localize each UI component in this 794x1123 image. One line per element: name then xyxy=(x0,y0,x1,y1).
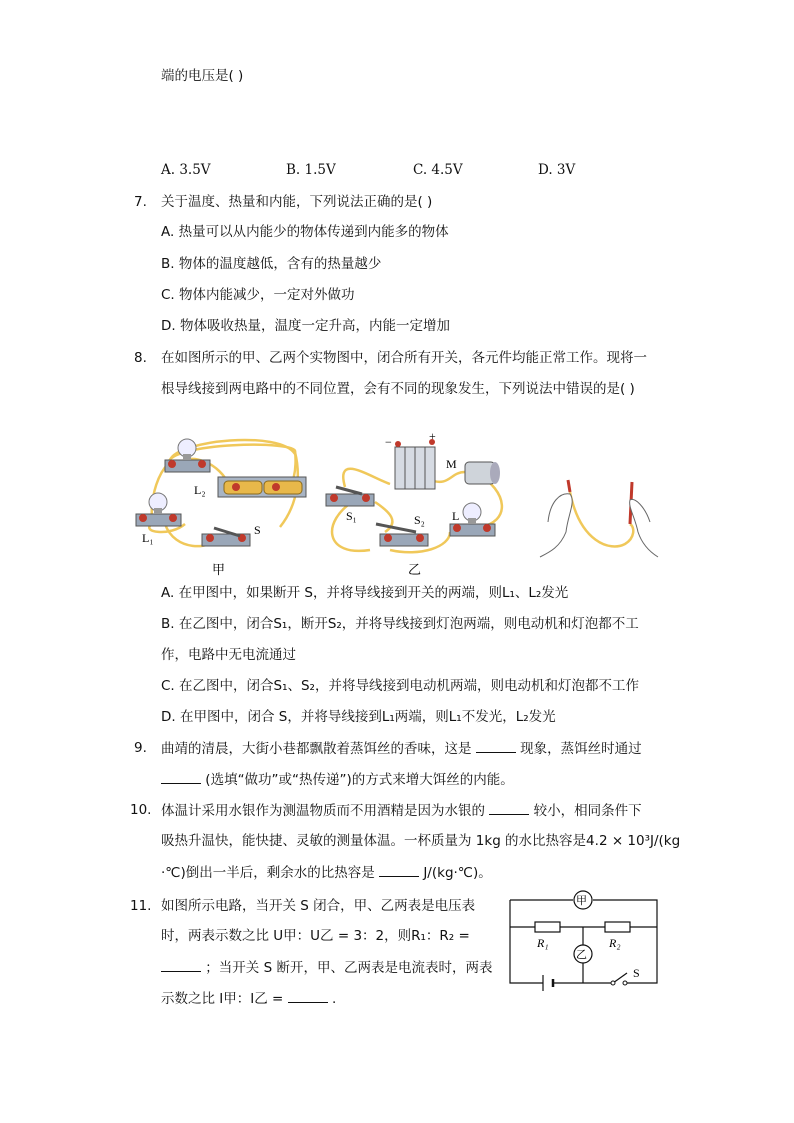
battery-pack xyxy=(218,477,306,497)
label-s1: S₁ xyxy=(346,509,357,523)
label-l2: L₂ xyxy=(194,483,206,497)
q11-line4 xyxy=(161,988,336,1009)
label-meter-jia: 甲 xyxy=(576,894,587,907)
q11-line4-a: 示数之比 I甲：I乙 = xyxy=(161,991,284,1007)
q11-blank2[interactable] xyxy=(288,988,328,1003)
q11-line3-b: ；当开关 S 断开，甲、乙两表是电流表时，两表 xyxy=(205,960,493,976)
switch-s2 xyxy=(376,524,428,546)
q8-option-b-cont: 作，电路中无电流通过 xyxy=(161,647,296,663)
q9-line2-b: (选填“做功”或“热传递”)的方式来增大饵丝的内能。 xyxy=(205,772,514,788)
q9-line1 xyxy=(161,738,642,759)
q8-option-d: D. 在甲图中，闭合 S，并将导线接到L₁两端，则L₁不发光，L₂发光 xyxy=(161,709,556,725)
label-yi: 乙 xyxy=(408,563,422,578)
q11-circuit-diagram xyxy=(505,885,665,995)
q8-number: 8. xyxy=(134,350,147,366)
q6-option-a: A. 3.5V xyxy=(161,162,211,178)
q10-line3-a: ·℃)倒出一半后，剩余水的比热容是 xyxy=(161,865,375,881)
q7-option-c: C. 物体内能减少，一定对外做功 xyxy=(161,287,355,303)
q8-option-a: A. 在甲图中，如果断开 S，并将导线接到开关的两端，则L₁、L₂发光 xyxy=(161,585,569,601)
q8-circuit-figures xyxy=(130,432,670,580)
hands-holding-wire-illustration xyxy=(540,480,658,557)
q9-line1-a: 曲靖的清晨，大街小巷都飘散着蒸饵丝的香味，这是 xyxy=(161,741,472,757)
q9-blank2[interactable] xyxy=(161,769,201,784)
q7-option-a: A. 热量可以从内能少的物体传递到内能多的物体 xyxy=(161,224,449,240)
q10-line1 xyxy=(161,800,642,821)
q6-option-d: D. 3V xyxy=(538,162,576,178)
switch-contact-right xyxy=(623,981,627,985)
q9-line1-b: 现象，蒸饵丝时通过 xyxy=(520,741,642,757)
q9-blank1[interactable] xyxy=(476,738,516,753)
label-s2: S₂ xyxy=(414,513,425,527)
switch-contact-left xyxy=(611,981,615,985)
q10-line3 xyxy=(161,862,492,883)
q10-line3-b: J/(kg·℃)。 xyxy=(423,865,492,881)
q11-number: 11. xyxy=(130,898,152,914)
resistor-r2 xyxy=(605,922,630,932)
q11-line4-b: . xyxy=(331,991,337,1007)
q8-stem-line1: 在如图所示的甲、乙两个实物图中，闭合所有开关，各元件均能正常工作。现将一 xyxy=(161,350,647,366)
q10-line1-b: 较小，相同条件下 xyxy=(533,803,642,819)
q6-option-b: B. 1.5V xyxy=(286,162,336,178)
q11-line1: 如图所示电路，当开关 S 闭合，甲、乙两表是电压表 xyxy=(161,898,476,914)
q10-number: 10. xyxy=(130,802,152,818)
q6-stem-tail: 端的电压是( ) xyxy=(161,68,244,84)
q11-line3 xyxy=(161,957,492,978)
label-l1: L₁ xyxy=(142,531,154,545)
q8-option-b: B. 在乙图中，闭合S₁，断开S₂，并将导线接到灯泡两端，则电动机和灯泡都不工 xyxy=(161,616,639,632)
switch-s1 xyxy=(326,487,374,506)
q10-line1-a: 体温计采用水银作为测温物质而不用酒精是因为水银的 xyxy=(161,803,485,819)
label-switch-s: S xyxy=(633,966,640,980)
label-r2: R₂ xyxy=(609,936,621,950)
battery-box xyxy=(395,439,435,489)
label-m: M xyxy=(446,457,457,471)
motor-m xyxy=(465,462,500,484)
q7-stem: 关于温度、热量和内能，下列说法正确的是( ) xyxy=(161,194,433,210)
label-l: L xyxy=(452,509,460,523)
switch-s xyxy=(202,528,250,546)
q11-line2: 时，两表示数之比 U甲：U乙 = 3：2，则R₁：R₂ = xyxy=(161,928,470,944)
q8-stem-line2: 根导线接到两电路中的不同位置，会有不同的现象发生，下列说法中错误的是( ) xyxy=(161,381,635,397)
label-s: S xyxy=(254,523,261,537)
label-jia: 甲 xyxy=(212,563,226,578)
lamp-l1 xyxy=(136,493,181,526)
q10-blank1[interactable] xyxy=(489,800,529,815)
q9-number: 9. xyxy=(134,740,147,756)
q6-option-c: C. 4.5V xyxy=(413,162,463,178)
label-plus: + xyxy=(429,432,436,443)
q7-option-d: D. 物体吸收热量，温度一定升高，内能一定增加 xyxy=(161,318,450,334)
q10-blank2[interactable] xyxy=(379,862,419,877)
q11-blank1[interactable] xyxy=(161,957,201,972)
q9-line2 xyxy=(161,769,514,790)
label-r1: R₁ xyxy=(537,936,549,950)
q8-option-c: C. 在乙图中，闭合S₁、S₂，并将导线接到电动机两端，则电动机和灯泡都不工作 xyxy=(161,678,639,694)
resistor-r1 xyxy=(535,922,560,932)
label-meter-yi: 乙 xyxy=(576,948,587,961)
q7-option-b: B. 物体的温度越低，含有的热量越少 xyxy=(161,256,382,272)
q7-number: 7. xyxy=(134,194,147,210)
q10-line2: 吸热升温快，能快捷、灵敏的测量体温。一杯质量为 1kg 的水比热容是4.2 × 10³J/(kg xyxy=(161,833,681,849)
label-minus: − xyxy=(385,435,392,449)
